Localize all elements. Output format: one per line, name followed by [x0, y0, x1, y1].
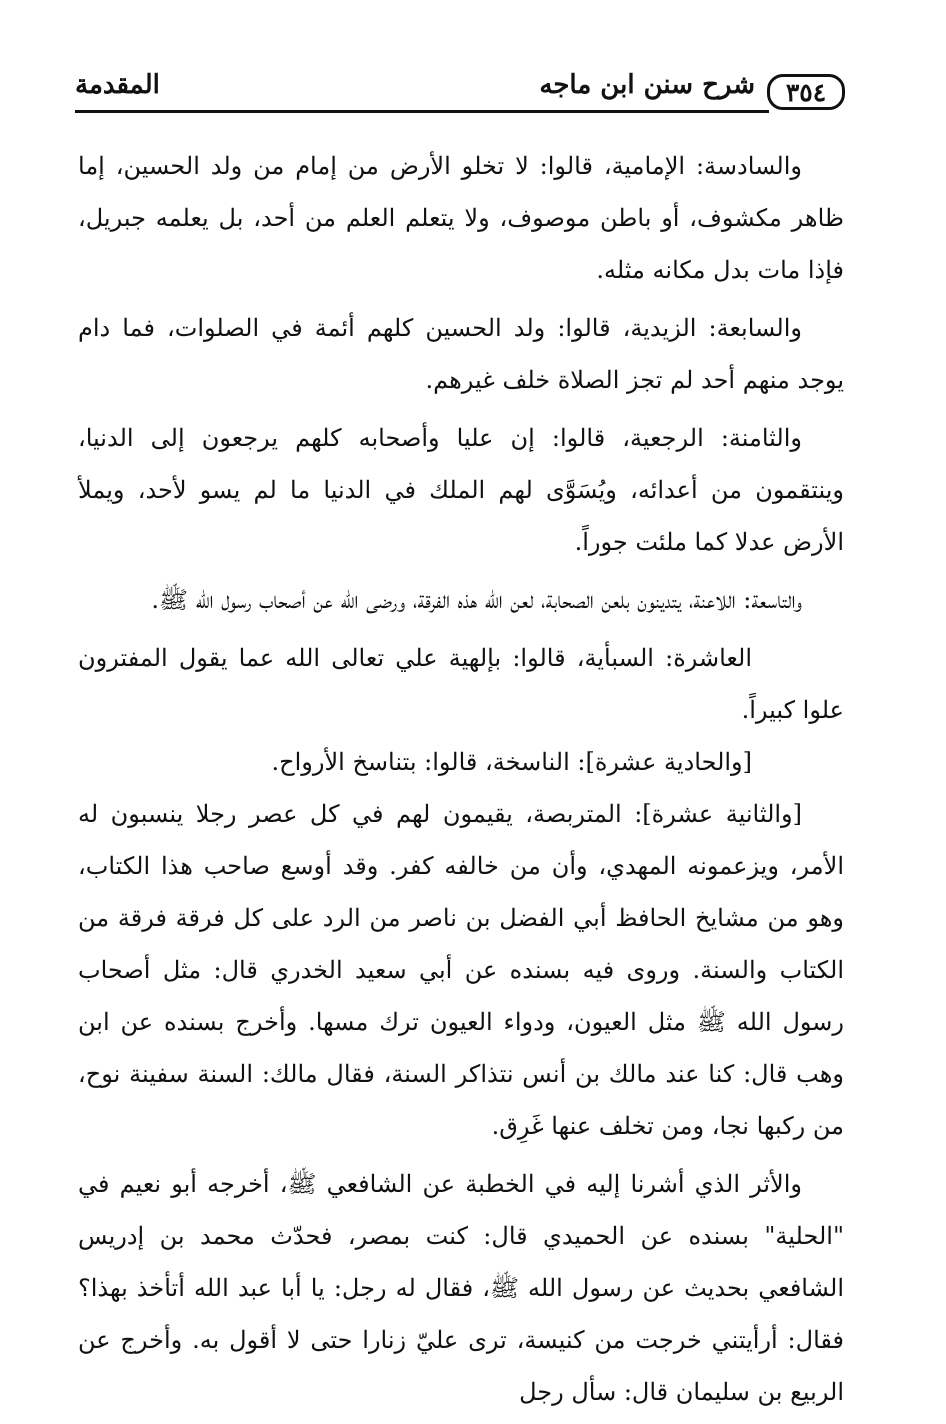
page-number: ٣٥٤ — [767, 74, 845, 110]
page-header — [75, 62, 845, 124]
paragraph-tenth-sect: العاشرة: السبأية، قالوا: بإلهية علي تعالى الله عما يقول المفترون علوا كبيراً. — [78, 644, 844, 724]
paragraph-sixth-sect: والسادسة: الإمامية، قالوا: لا تخلو الأرض من إمام من ولد الحسين، إما ظاهر مكشوف، أو باطن موصوف، ولا يتعلم العلم من أحد، بل يعلمه جبريل، فإذا مات بدل مكانه مثله. — [78, 152, 844, 284]
paragraph-eleventh-sect: [والحادية عشرة]: الناسخة، قالوا: بتناسخ الأرواح. — [271, 748, 752, 776]
paragraph-seventh-sect: والسابعة: الزيدية، قالوا: ولد الحسين كلهم أئمة في الصلوات، فما دام يوجد منهم أحد لم تجز الصلاة خلف غيرهم. — [78, 314, 844, 394]
paragraph-twelfth-sect: [والثانية عشرة]: المتربصة، يقيمون لهم في كل عصر رجلا ينسبون له الأمر، ويزعمونه المهدي، وأن من خالفه كفر. وقد أوسع صاحب هذا الكتاب، وهو من مشايخ الحافظ أبي الفضل بن ناصر من الرد على كل فرقة فرقة من الكتاب والسنة. وروى فيه بسنده عن أبي سعيد الخدري قال: مثل أصحاب رسول الله ﷺ مثل العيون، ودواء العيون ترك مسها. وأخرج بسنده عن ابن وهب قال: كنا عند مالك بن أنس نتذاكر السنة، فقال مالك: السنة سفينة نوح، من ركبها نجا، ومن تخلف عنها غَرِق. — [78, 800, 844, 1140]
paragraph-eighth-sect: والثامنة: الرجعية، قالوا: إن عليا وأصحابه كلهم يرجعون إلى الدنيا، وينتقمون من أعدائه، ويُسَوَّى لهم الملك في الدنيا ما لم يسو لأحد، ويملأ الأرض عدلا كما ملئت جوراً. — [78, 424, 844, 556]
paragraph-ninth-sect: والتاسعة: اللاعنة، يتدينون بلعن الصحابة، لعن الله هذه الفرقة، ورضى الله عن أصحاب رسول الله ﷺ. — [151, 586, 802, 614]
paragraph-shafii-report: والأثر الذي أشرنا إليه في الخطبة عن الشافعي ﷺ، أخرجه أبو نعيم في "الحلية" بسنده عن الحميدي قال: كنت بمصر، فحدّث محمد بن إدريس الشافعي بحديث عن رسول الله ﷺ، فقال له رجل: يا أبا عبد الله أتأخذ بهذا؟ فقال: أرأيتني خرجت من كنيسة، ترى عليّ زنارا حتى لا أقول به. وأخرج عن الربيع بن سليمان قال: سأل رجل — [78, 1170, 844, 1406]
header-rule — [75, 110, 769, 113]
running-title: شرح سنن ابن ماجه — [539, 70, 755, 100]
section-title: المقدمة — [75, 70, 160, 100]
page-body — [78, 140, 844, 1424]
